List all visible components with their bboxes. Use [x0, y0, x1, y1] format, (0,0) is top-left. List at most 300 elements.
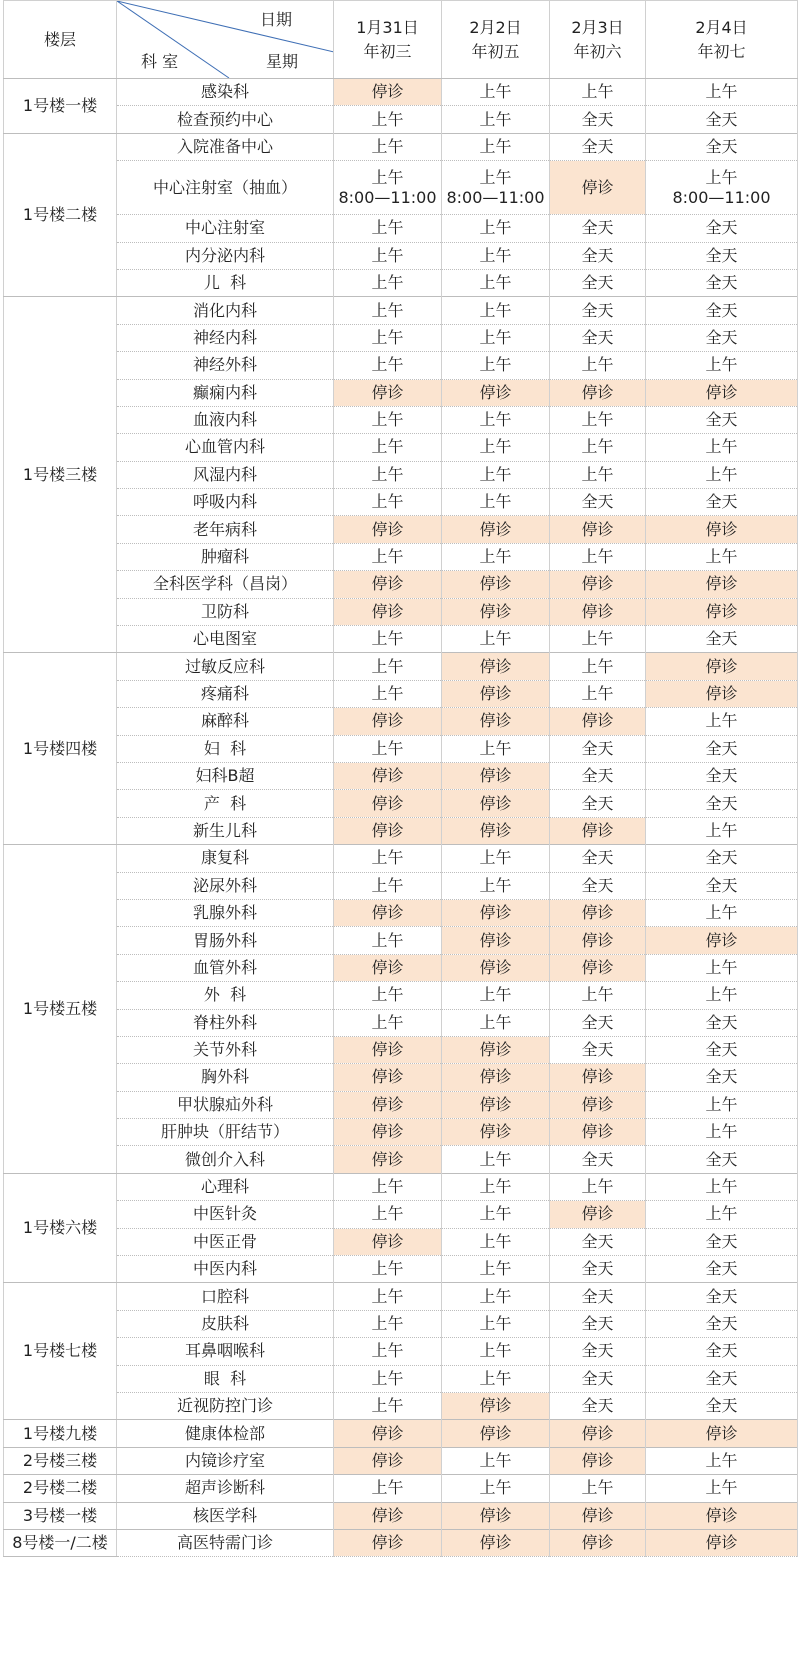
schedule-cell: 全天 [646, 1009, 798, 1036]
department-cell [117, 297, 334, 324]
department-name: 入院准备中心 [176, 136, 273, 156]
department-name: 全科医学科（昌岗） [152, 574, 297, 594]
floor-header-label: 楼层 [43, 29, 76, 49]
schedule-cell: 全天 [550, 1310, 646, 1337]
floor-cell [4, 845, 117, 1174]
schedule-cell: 全天 [550, 1256, 646, 1283]
schedule-cell: 上午 [442, 297, 550, 324]
schedule-cell: 上午 [334, 297, 442, 324]
schedule-cell: 上午 [334, 872, 442, 899]
department-name: 内分泌内科 [184, 245, 265, 265]
schedule-cell: 停诊 [442, 708, 550, 735]
table-row [4, 1228, 798, 1255]
schedule-cell: 全天 [550, 1338, 646, 1365]
table-row [4, 1420, 798, 1447]
department-name: 麻醉科 [200, 711, 249, 731]
schedule-cell: 停诊 [334, 1529, 442, 1556]
schedule-cell: 上午 [442, 489, 550, 516]
schedule-cell: 全天 [646, 242, 798, 269]
schedule-cell: 上午 [334, 434, 442, 461]
schedule-cell: 停诊 [442, 379, 550, 406]
table-row [4, 1119, 798, 1146]
department-name: 核医学科 [192, 1505, 257, 1525]
department-name: 血管外科 [192, 957, 257, 977]
schedule-cell: 上午 [442, 1365, 550, 1392]
floor-label: 8号楼一/二楼 [12, 1533, 108, 1553]
department-name: 泌尿外科 [192, 875, 257, 895]
schedule-cell: 全天 [550, 1036, 646, 1063]
schedule-cell: 停诊 [550, 1119, 646, 1146]
schedule-cell: 上午 [442, 543, 550, 570]
schedule-cell: 上午 [646, 79, 798, 106]
department-cell [117, 133, 334, 160]
department-cell [117, 735, 334, 762]
schedule-cell: 停诊 [646, 1529, 798, 1556]
department-name: 肝肿块（肝结节） [160, 1122, 289, 1142]
table-row [4, 461, 798, 488]
department-name: 口腔科 [200, 1286, 249, 1306]
table-row [4, 352, 798, 379]
department-cell [117, 845, 334, 872]
department-name: 老年病科 [192, 519, 257, 539]
floor-label: 1号楼一楼 [22, 95, 98, 115]
floor-label: 3号楼一楼 [22, 1505, 98, 1525]
schedule-cell: 停诊 [646, 927, 798, 954]
day-header-3 [550, 1, 646, 79]
schedule-cell: 停诊 [334, 1091, 442, 1118]
floor-label: 2号楼三楼 [22, 1450, 98, 1470]
department-cell [117, 899, 334, 926]
schedule-cell: 全天 [550, 735, 646, 762]
department-cell [117, 79, 334, 106]
schedule-cell: 停诊 [442, 790, 550, 817]
schedule-cell: 全天 [646, 133, 798, 160]
department-cell [117, 406, 334, 433]
schedule-cell: 上午 [646, 1173, 798, 1200]
schedule-cell: 上午 8:00—11:00 [334, 161, 442, 215]
schedule-cell: 停诊 [646, 379, 798, 406]
schedule-cell: 停诊 [442, 680, 550, 707]
schedule-cell: 停诊 [442, 653, 550, 680]
department-name: 神经内科 [192, 327, 257, 347]
schedule-cell: 停诊 [550, 927, 646, 954]
schedule-cell: 全天 [646, 1310, 798, 1337]
schedule-cell: 全天 [550, 1009, 646, 1036]
department-cell [117, 598, 334, 625]
department-name: 过敏反应科 [184, 656, 265, 676]
table-row [4, 324, 798, 351]
floor-label: 1号楼七楼 [22, 1341, 98, 1361]
department-name: 消化内科 [192, 300, 257, 320]
department-cell [117, 215, 334, 242]
department-name: 产 科 [203, 793, 247, 813]
schedule-cell: 上午 [334, 1009, 442, 1036]
schedule-cell: 停诊 [334, 1447, 442, 1474]
schedule-cell: 停诊 [550, 161, 646, 215]
floor-cell [4, 79, 117, 134]
department-cell [117, 1475, 334, 1502]
schedule-cell: 上午 [334, 653, 442, 680]
department-name: 内镜诊疗室 [184, 1450, 265, 1470]
table-row [4, 1529, 798, 1556]
day-lunar: 年初五 [471, 41, 520, 61]
department-name: 中医针灸 [192, 1204, 257, 1224]
schedule-cell: 全天 [550, 324, 646, 351]
schedule-cell: 全天 [646, 790, 798, 817]
schedule-cell: 上午 [334, 489, 442, 516]
schedule-cell: 停诊 [334, 1036, 442, 1063]
table-row [4, 215, 798, 242]
department-name: 儿 科 [203, 273, 247, 293]
schedule-cell: 上午 [646, 461, 798, 488]
schedule-cell: 上午 [442, 1447, 550, 1474]
schedule-cell: 上午 [334, 269, 442, 296]
schedule-cell: 上午 [550, 434, 646, 461]
table-row [4, 1283, 798, 1310]
department-cell [117, 1173, 334, 1200]
schedule-cell: 全天 [646, 489, 798, 516]
table-row [4, 1310, 798, 1337]
department-name: 神经外科 [192, 355, 257, 375]
schedule-cell: 上午 [442, 242, 550, 269]
floor-label: 1号楼五楼 [22, 999, 98, 1018]
day-lunar: 年初三 [363, 41, 412, 61]
department-name: 妇 科 [203, 738, 247, 758]
diag-date-label: 日期 [260, 10, 293, 29]
schedule-cell: 全天 [646, 1338, 798, 1365]
schedule-cell: 上午 [442, 1009, 550, 1036]
schedule-cell: 停诊 [646, 598, 798, 625]
department-cell [117, 106, 334, 133]
schedule-cell: 全天 [646, 1283, 798, 1310]
schedule-cell: 上午 [646, 708, 798, 735]
schedule-cell: 上午 [442, 106, 550, 133]
schedule-cell: 上午 [334, 543, 442, 570]
table-row [4, 1447, 798, 1474]
day-date: 2月3日 [571, 17, 624, 37]
table-row [4, 817, 798, 844]
table-row [4, 1365, 798, 1392]
floor-cell [4, 1475, 117, 1502]
schedule-cell: 停诊 [334, 1064, 442, 1091]
table-row [4, 133, 798, 160]
schedule-cell: 全天 [646, 845, 798, 872]
schedule-cell: 上午 [550, 653, 646, 680]
schedule-cell: 全天 [646, 762, 798, 789]
department-cell [117, 489, 334, 516]
schedule-cell: 停诊 [550, 1420, 646, 1447]
schedule-cell: 停诊 [442, 598, 550, 625]
schedule-cell: 停诊 [646, 516, 798, 543]
schedule-cell: 上午 [550, 406, 646, 433]
schedule-cell: 全天 [646, 1146, 798, 1173]
table-row [4, 1064, 798, 1091]
schedule-cell: 全天 [550, 106, 646, 133]
department-cell [117, 1420, 334, 1447]
department-cell [117, 927, 334, 954]
schedule-cell: 上午 [334, 845, 442, 872]
department-cell [117, 1365, 334, 1392]
table-row [4, 626, 798, 653]
schedule-cell: 停诊 [334, 762, 442, 789]
table-row [4, 1036, 798, 1063]
schedule-cell: 上午 [334, 1365, 442, 1392]
department-cell [117, 1064, 334, 1091]
schedule-cell: 停诊 [334, 1420, 442, 1447]
schedule-cell: 全天 [646, 735, 798, 762]
department-name: 感染科 [200, 82, 249, 102]
department-cell [117, 516, 334, 543]
schedule-cell: 全天 [646, 324, 798, 351]
department-cell [117, 269, 334, 296]
schedule-cell: 全天 [646, 872, 798, 899]
department-cell [117, 1201, 334, 1228]
schedule-cell: 上午 [646, 543, 798, 570]
department-cell [117, 352, 334, 379]
schedule-cell: 停诊 [550, 1447, 646, 1474]
schedule-cell: 停诊 [442, 817, 550, 844]
floor-cell [4, 133, 117, 297]
schedule-cell: 上午 [442, 269, 550, 296]
schedule-cell: 上午 [550, 79, 646, 106]
schedule-cell: 上午 [442, 735, 550, 762]
schedule-cell: 停诊 [442, 762, 550, 789]
schedule-cell: 上午 [334, 680, 442, 707]
department-cell [117, 161, 334, 215]
schedule-cell: 全天 [646, 1064, 798, 1091]
schedule-cell: 停诊 [646, 1420, 798, 1447]
department-name: 甲状腺疝外科 [176, 1094, 273, 1114]
schedule-cell: 全天 [646, 297, 798, 324]
schedule-cell: 停诊 [442, 1064, 550, 1091]
schedule-cell: 上午 [646, 899, 798, 926]
schedule-cell: 停诊 [646, 1502, 798, 1529]
floor-cell [4, 1447, 117, 1474]
clinic-schedule-table [3, 0, 798, 1557]
schedule-cell: 上午 [442, 1201, 550, 1228]
schedule-cell: 上午 [550, 352, 646, 379]
department-cell [117, 954, 334, 981]
schedule-cell: 停诊 [442, 1502, 550, 1529]
schedule-cell: 上午 [334, 1201, 442, 1228]
schedule-cell: 上午 [550, 461, 646, 488]
schedule-cell: 停诊 [442, 927, 550, 954]
schedule-cell: 停诊 [646, 653, 798, 680]
schedule-cell: 全天 [646, 406, 798, 433]
schedule-cell: 上午 [442, 872, 550, 899]
schedule-cell: 停诊 [550, 516, 646, 543]
schedule-cell: 上午 [334, 324, 442, 351]
schedule-cell: 全天 [550, 762, 646, 789]
department-name: 关节外科 [192, 1040, 257, 1060]
schedule-cell: 停诊 [550, 817, 646, 844]
schedule-cell: 上午 [442, 1228, 550, 1255]
department-name: 中心注射室 [184, 218, 265, 238]
schedule-cell: 全天 [550, 1228, 646, 1255]
schedule-cell: 全天 [550, 790, 646, 817]
department-name: 康复科 [200, 848, 249, 868]
schedule-cell: 全天 [550, 1283, 646, 1310]
department-cell [117, 1502, 334, 1529]
schedule-cell: 全天 [646, 269, 798, 296]
table-row [4, 1475, 798, 1502]
schedule-cell: 停诊 [334, 571, 442, 598]
schedule-cell: 上午 [442, 324, 550, 351]
schedule-cell: 停诊 [334, 954, 442, 981]
department-cell [117, 324, 334, 351]
table-row [4, 1146, 798, 1173]
department-cell [117, 708, 334, 735]
schedule-cell: 上午 [442, 1173, 550, 1200]
schedule-cell: 全天 [550, 1146, 646, 1173]
schedule-cell: 全天 [550, 269, 646, 296]
floor-label: 1号楼四楼 [22, 738, 98, 758]
department-cell [117, 1392, 334, 1419]
schedule-cell: 上午 8:00—11:00 [442, 161, 550, 215]
schedule-cell: 上午 [646, 1201, 798, 1228]
department-name: 中心注射室（抽血） [152, 177, 297, 197]
table-row [4, 653, 798, 680]
table-row [4, 571, 798, 598]
schedule-cell: 全天 [646, 1392, 798, 1419]
floor-cell [4, 1529, 117, 1556]
schedule-cell: 上午 [442, 1283, 550, 1310]
schedule-cell: 上午 [334, 106, 442, 133]
schedule-cell: 上午 [334, 1173, 442, 1200]
schedule-cell: 上午 [334, 1338, 442, 1365]
department-cell [117, 1283, 334, 1310]
table-row [4, 1256, 798, 1283]
schedule-cell: 停诊 [334, 379, 442, 406]
department-name: 心电图室 [192, 629, 257, 649]
schedule-cell: 全天 [646, 1036, 798, 1063]
schedule-cell: 全天 [646, 1365, 798, 1392]
department-name: 高医特需门诊 [176, 1533, 273, 1553]
schedule-cell: 上午 [442, 626, 550, 653]
department-cell [117, 1119, 334, 1146]
department-name: 中医内科 [192, 1259, 257, 1279]
schedule-cell: 上午 [334, 982, 442, 1009]
schedule-cell: 停诊 [550, 899, 646, 926]
schedule-cell: 上午 [646, 1447, 798, 1474]
table-row [4, 434, 798, 461]
diag-weekday-label: 星期 [266, 52, 299, 71]
department-name: 妇科B超 [195, 766, 255, 786]
schedule-cell: 停诊 [442, 1529, 550, 1556]
department-name: 乳腺外科 [192, 903, 257, 923]
table-row [4, 489, 798, 516]
schedule-cell: 停诊 [550, 571, 646, 598]
department-cell [117, 571, 334, 598]
schedule-cell: 上午 [334, 626, 442, 653]
day-lunar: 年初七 [697, 41, 746, 61]
department-name: 新生儿科 [192, 820, 257, 840]
department-cell [117, 1256, 334, 1283]
table-row [4, 845, 798, 872]
schedule-cell: 停诊 [334, 790, 442, 817]
schedule-cell: 停诊 [334, 516, 442, 543]
schedule-cell: 上午 [442, 352, 550, 379]
schedule-cell: 上午 [334, 352, 442, 379]
schedule-cell: 停诊 [334, 899, 442, 926]
schedule-cell: 全天 [646, 215, 798, 242]
schedule-cell: 上午 [646, 954, 798, 981]
day-date: 2月2日 [469, 17, 522, 37]
schedule-cell: 停诊 [442, 899, 550, 926]
schedule-cell: 上午 [334, 242, 442, 269]
schedule-cell: 上午 [646, 1091, 798, 1118]
schedule-cell: 上午 [334, 1392, 442, 1419]
department-name: 皮肤科 [200, 1313, 249, 1333]
schedule-cell: 停诊 [550, 1201, 646, 1228]
table-row [4, 161, 798, 215]
schedule-cell: 上午 [334, 461, 442, 488]
schedule-cell: 停诊 [442, 516, 550, 543]
schedule-cell: 上午 [550, 1475, 646, 1502]
schedule-cell: 停诊 [334, 1228, 442, 1255]
schedule-cell: 全天 [550, 845, 646, 872]
schedule-cell: 上午 [334, 1283, 442, 1310]
schedule-cell: 停诊 [442, 1392, 550, 1419]
department-name: 疼痛科 [200, 684, 249, 703]
schedule-cell: 停诊 [646, 571, 798, 598]
table-row [4, 598, 798, 625]
department-cell [117, 379, 334, 406]
department-cell [117, 1529, 334, 1556]
schedule-cell: 全天 [646, 1228, 798, 1255]
schedule-cell: 上午 [442, 1256, 550, 1283]
table-row [4, 297, 798, 324]
table-row [4, 927, 798, 954]
department-name: 心血管内科 [184, 437, 265, 457]
day-header-1 [334, 1, 442, 79]
table-row [4, 708, 798, 735]
department-name: 近视防控门诊 [176, 1396, 273, 1416]
department-name: 外 科 [203, 985, 247, 1005]
schedule-cell: 上午 [334, 133, 442, 160]
schedule-cell: 上午 [646, 352, 798, 379]
schedule-cell: 停诊 [442, 954, 550, 981]
department-cell [117, 1146, 334, 1173]
schedule-cell: 全天 [550, 242, 646, 269]
department-cell [117, 872, 334, 899]
diagonal-header-cell [117, 1, 334, 79]
department-name: 心理科 [200, 1177, 249, 1197]
table-row [4, 790, 798, 817]
department-cell [117, 653, 334, 680]
schedule-cell: 上午 [442, 79, 550, 106]
schedule-cell: 停诊 [550, 1502, 646, 1529]
schedule-cell: 停诊 [334, 598, 442, 625]
schedule-cell: 停诊 [442, 1091, 550, 1118]
department-name: 健康体检部 [184, 1423, 265, 1443]
schedule-cell: 停诊 [550, 1091, 646, 1118]
schedule-cell: 上午 [646, 817, 798, 844]
diag-dept-label: 科 室 [141, 52, 179, 71]
schedule-cell: 停诊 [442, 1119, 550, 1146]
floor-column-header [4, 1, 117, 79]
department-name: 耳鼻咽喉科 [184, 1341, 265, 1361]
floor-cell [4, 653, 117, 845]
department-name: 呼吸内科 [192, 492, 257, 512]
schedule-cell: 全天 [550, 489, 646, 516]
floor-cell [4, 1173, 117, 1283]
schedule-cell: 停诊 [334, 1119, 442, 1146]
schedule-cell: 停诊 [334, 1502, 442, 1529]
floor-cell [4, 1420, 117, 1447]
schedule-cell: 上午 [334, 735, 442, 762]
day-header-4 [646, 1, 798, 79]
